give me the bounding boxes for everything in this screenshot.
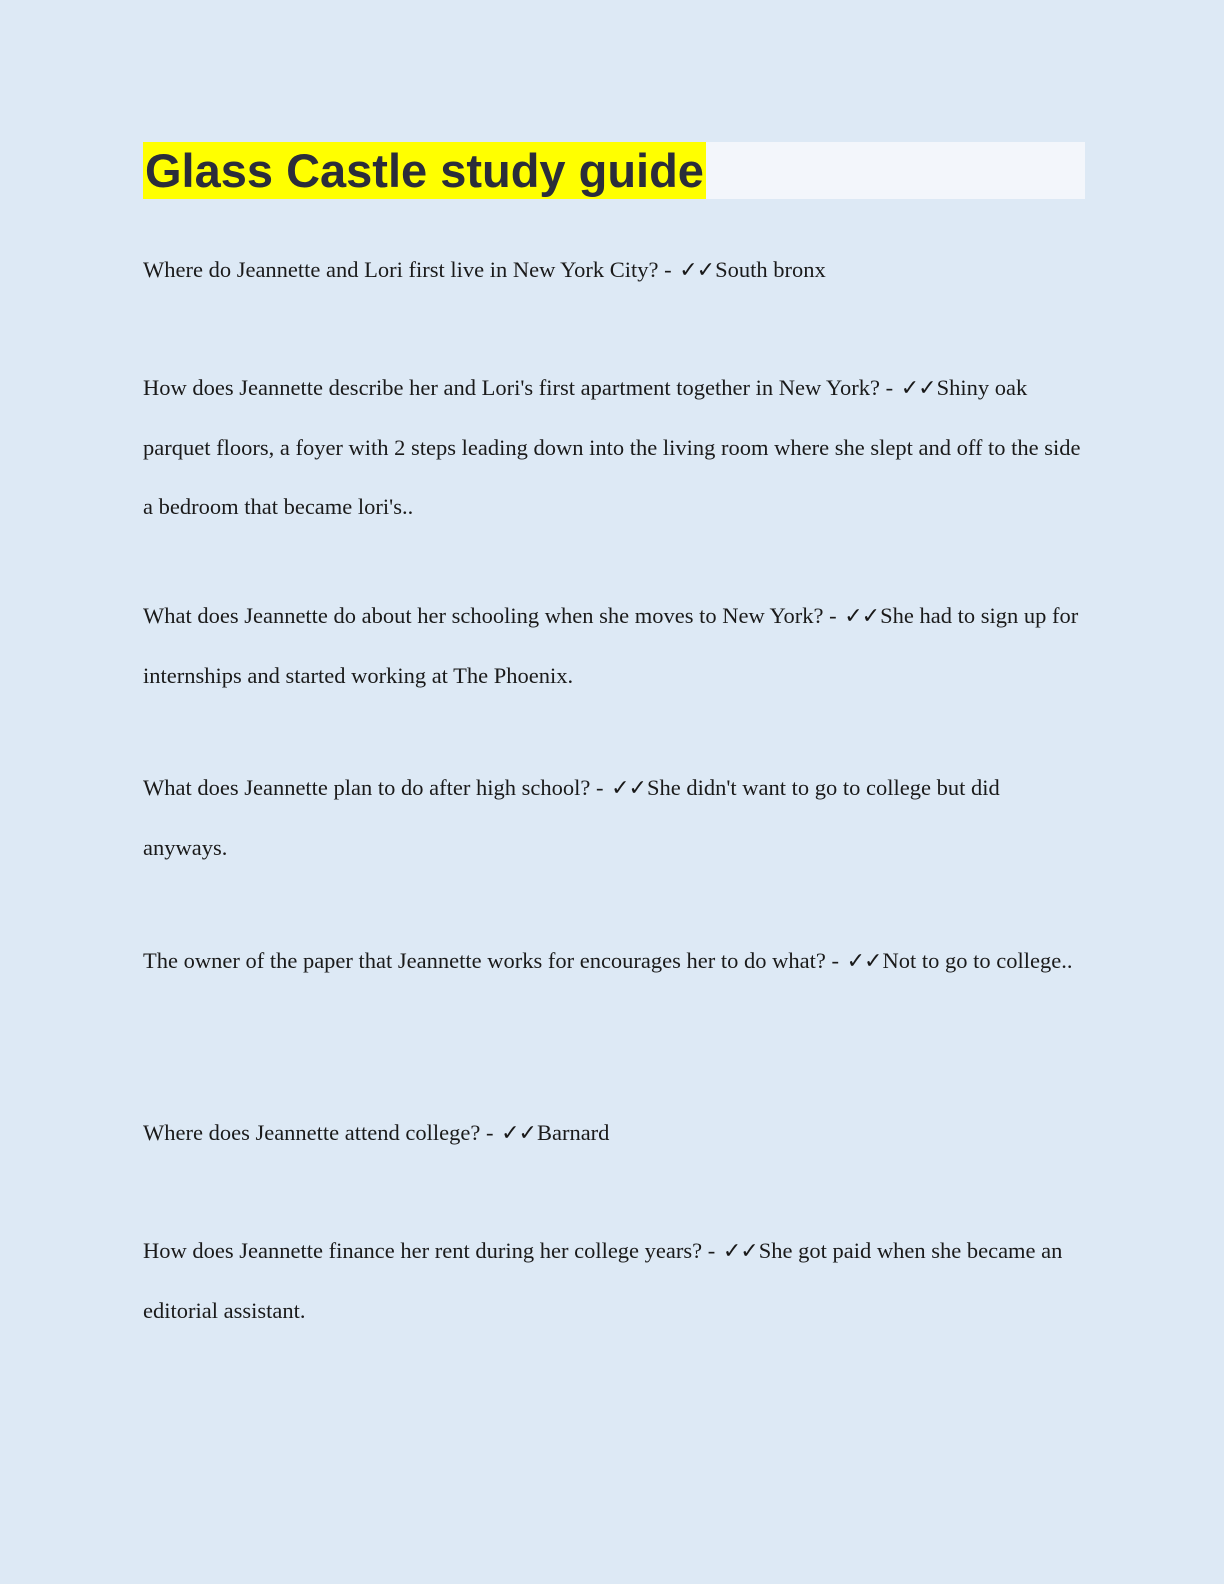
question: What does Jeannette plan to do after high school? - <box>143 775 604 800</box>
answer: She didn't want to go to college but did anyways. <box>143 775 1000 860</box>
check-icon: ✓✓ <box>722 1239 758 1264</box>
qa-item-5 <box>143 931 1085 991</box>
question: Where do Jeannette and Lori first live in New York City? - <box>143 257 672 282</box>
page-title: Glass Castle study guide <box>145 144 704 197</box>
check-icon: ✓✓ <box>679 258 715 283</box>
check-icon: ✓✓ <box>844 604 880 629</box>
answer: Barnard <box>536 1120 610 1145</box>
answer: Not to go to college.. <box>882 948 1073 973</box>
answer: South bronx <box>715 257 826 282</box>
check-icon: ✓✓ <box>900 376 936 401</box>
qa-item-4 <box>143 758 1085 877</box>
check-icon: ✓✓ <box>501 1121 536 1146</box>
check-icon: ✓✓ <box>611 776 646 801</box>
qa-item-6 <box>143 1103 1085 1163</box>
qa-item-3 <box>143 586 1085 705</box>
qa-item-1 <box>143 240 1085 300</box>
answer: She had to sign up for internships and started working at The Phoenix. <box>143 603 1079 688</box>
question: Where does Jeannette attend college? - <box>143 1120 494 1145</box>
check-icon: ✓✓ <box>846 949 882 974</box>
title-bar <box>143 142 1085 199</box>
question: How does Jeannette finance her rent during her college years? - <box>143 1238 716 1263</box>
answer: She got paid when she became an editorial assistant. <box>143 1238 1063 1323</box>
qa-item-7 <box>143 1221 1085 1340</box>
question: What does Jeannette do about her schooling when she moves to New York? - <box>143 603 837 628</box>
question: How does Jeannette describe her and Lori's first apartment together in New York? - <box>143 375 894 400</box>
qa-item-2 <box>143 358 1085 536</box>
answer: Shiny oak parquet floors, a foyer with 2 steps leading down into the living room where she slept and off to the side a bedroom that became lori's.. <box>143 375 1081 519</box>
question: The owner of the paper that Jeannette works for encourages her to do what? - <box>143 948 839 973</box>
